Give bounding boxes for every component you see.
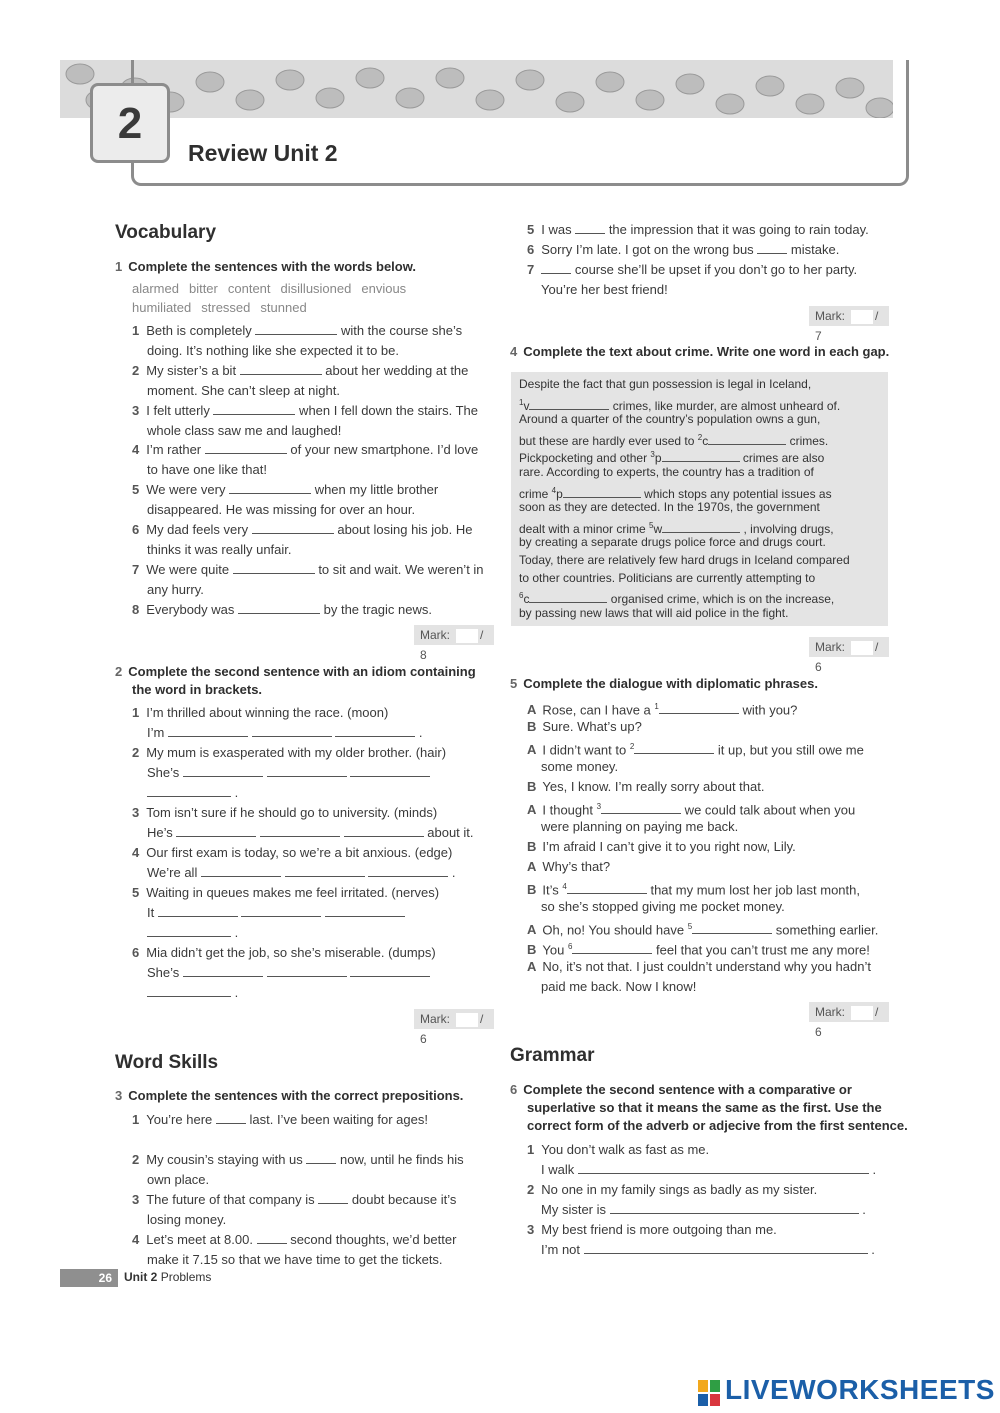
ex4-mark: Mark: / 6 xyxy=(809,637,889,657)
vocabulary-heading: Vocabulary xyxy=(115,222,217,243)
dialogue-text: were planning on paying me back. xyxy=(541,819,739,834)
ex3-item xyxy=(132,1110,428,1130)
crime-text-fragment: crimes, like murder, are almost unheard of. xyxy=(609,398,841,413)
ex6-item xyxy=(527,1140,709,1160)
answer-start: I’m xyxy=(147,725,168,740)
gap-first-letter: w xyxy=(653,521,663,536)
ex3-mark-box[interactable] xyxy=(851,310,873,324)
crime-text-line xyxy=(519,605,788,623)
ex3-answer-gap[interactable] xyxy=(216,1111,246,1124)
dialogue-text: Sure. What’s up? xyxy=(542,719,642,734)
crime-text-fragment: , involving drugs, xyxy=(740,521,834,536)
ex1-answer-gap[interactable] xyxy=(229,481,311,494)
item-text: about her wedding at the xyxy=(321,362,469,378)
answer-gap[interactable] xyxy=(252,724,332,737)
ex1-number: 1 xyxy=(115,259,123,274)
ex3-answer-gap[interactable] xyxy=(257,1231,287,1244)
answer-gap[interactable] xyxy=(183,964,263,977)
crime-text-line xyxy=(519,411,820,429)
item-number: 3 xyxy=(527,1222,535,1237)
answer-gap[interactable] xyxy=(183,764,263,777)
ex1-item-cont: any hurry. xyxy=(147,581,204,597)
answer-gap[interactable] xyxy=(368,864,448,877)
item-text: Beth is completely xyxy=(146,323,256,338)
crime-text-line xyxy=(519,376,811,394)
answer-gap[interactable] xyxy=(176,824,256,837)
ex1-item xyxy=(132,600,432,620)
ex4-answer-gap[interactable] xyxy=(662,449,740,462)
ex2-item xyxy=(132,943,436,963)
crime-text-line xyxy=(519,499,820,517)
speaker-label: B xyxy=(527,942,537,958)
ex6-answer-gap[interactable] xyxy=(584,1241,868,1254)
item-number: 1 xyxy=(132,323,140,338)
liveworksheets-logo-icon xyxy=(698,1378,722,1408)
unit-number-badge: 2 xyxy=(90,83,170,163)
ex3-mark: Mark: / 7 xyxy=(809,306,889,326)
word-bank-row-1: alarmed bitter content disillusioned envious xyxy=(132,281,407,296)
item-number: 2 xyxy=(132,745,140,760)
answer-end: . xyxy=(858,1202,866,1217)
answer-end: about it. xyxy=(423,825,474,840)
item-number: 7 xyxy=(527,262,535,277)
dialogue-text: Why’s that? xyxy=(542,859,611,874)
item-text: when my little brother xyxy=(311,482,439,498)
item-text: My dad feels very xyxy=(146,522,252,537)
item-number: 5 xyxy=(132,885,140,900)
item-number: 6 xyxy=(132,522,140,537)
page-title: Review Unit 2 xyxy=(188,140,338,166)
dialogue-text: You xyxy=(542,942,568,958)
item-text: We were very xyxy=(146,482,230,498)
ex1-answer-gap[interactable] xyxy=(205,441,287,454)
speaker-label: A xyxy=(527,802,537,818)
dialogue-line xyxy=(541,817,738,837)
answer-gap[interactable] xyxy=(241,904,321,917)
ex4-answer-gap[interactable] xyxy=(529,590,607,603)
answer-start: I walk xyxy=(541,1162,578,1177)
item-text: We were quite xyxy=(146,561,233,577)
ex2-answer-line xyxy=(147,763,430,783)
item-number: 5 xyxy=(527,222,535,237)
item-text: now, until he finds his xyxy=(336,1152,464,1167)
ex3-item-cont: losing money. xyxy=(147,1212,227,1227)
answer-gap[interactable] xyxy=(158,904,238,917)
ex4-answer-gap[interactable] xyxy=(563,485,641,498)
ex3-item xyxy=(527,260,857,280)
gap-number: 4 xyxy=(562,882,567,891)
item-text: to sit and wait. We weren’t in xyxy=(314,561,484,577)
dialogue-text: that my mum lost her job last month, xyxy=(646,882,860,898)
speaker-label: B xyxy=(527,882,537,898)
item-number: 1 xyxy=(527,1142,535,1157)
dialogue-text: I’m afraid I can’t give it to you right now, Lily. xyxy=(542,839,796,854)
ex1-item-cont: disappeared. He was missing for over an hour. xyxy=(147,502,416,518)
answer-gap[interactable] xyxy=(325,904,405,917)
answer-gap[interactable] xyxy=(267,764,347,777)
word-bank-row-2: humiliated stressed stunned xyxy=(132,300,307,315)
ex6-answer-gap[interactable] xyxy=(578,1161,869,1174)
item-text: doubt because it’s xyxy=(348,1192,457,1207)
item-number: 3 xyxy=(132,1192,140,1207)
item-text: about losing his job. He xyxy=(333,522,473,537)
item-text: My cousin’s staying with us xyxy=(146,1152,307,1167)
item-text: when I fell down the stairs. The xyxy=(295,402,479,418)
item-number: 1 xyxy=(132,1112,140,1127)
answer-start: My sister is xyxy=(541,1202,610,1217)
ex1-answer-gap[interactable] xyxy=(213,402,295,415)
answer-end: . xyxy=(415,725,423,740)
answer-end: . xyxy=(231,925,239,940)
answer-start: I’m not xyxy=(541,1242,584,1257)
item-number: 2 xyxy=(527,1182,535,1197)
ex2-item xyxy=(132,743,446,763)
dialogue-text: something earlier. xyxy=(772,922,879,938)
gap-number: 2 xyxy=(697,432,703,442)
ex3-item-cont: own place. xyxy=(147,1172,210,1187)
ex5-mark: Mark: / 6 xyxy=(809,1002,889,1022)
footer-unit: Unit 2 Problems xyxy=(124,1270,212,1284)
item-text: Sorry I’m late. I got on the wrong bus xyxy=(541,242,758,257)
answer-gap[interactable] xyxy=(335,724,415,737)
dialogue-line xyxy=(541,757,618,777)
ex6-instruction: 6 Complete the second sentence with a comparative or xyxy=(510,1082,852,1097)
ex6-answer-line xyxy=(541,1240,875,1260)
dialogue-line xyxy=(527,837,796,857)
dialogue-text: I thought xyxy=(542,802,597,818)
ex5-mark-box[interactable] xyxy=(851,1006,873,1020)
answer-end: . xyxy=(231,985,239,1000)
answer-end: . xyxy=(448,865,456,880)
ex1-mark: Mark: / 8 xyxy=(414,625,494,645)
ex6-instruction-cont-1: superlative so that it means the same as the first. Use the xyxy=(527,1100,882,1115)
answer-start: He’s xyxy=(147,825,177,840)
answer-gap[interactable] xyxy=(267,964,347,977)
item-text: course she’ll be upset if you don’t go to her party. xyxy=(571,262,858,277)
item-number: 4 xyxy=(132,1232,140,1247)
crime-text-fragment: by creating a separate drugs police force and drugs court. xyxy=(519,535,826,550)
gap-first-letter: c xyxy=(523,592,530,607)
item-text: Mia didn’t get the job, so she’s miserable. (dumps) xyxy=(146,945,436,960)
dialogue-line xyxy=(527,717,642,737)
item-text: You don’t walk as fast as me. xyxy=(541,1142,710,1157)
page-number: 26 xyxy=(60,1269,118,1287)
ex3-answer-gap[interactable] xyxy=(757,241,787,254)
ex5-answer-gap[interactable] xyxy=(634,741,714,754)
ex6-instruction-cont-2: correct form of the adverb or adjecive from the first sentence. xyxy=(527,1118,908,1133)
ex3-item-cont: You’re her best friend! xyxy=(541,282,668,297)
dialogue-line xyxy=(541,977,696,997)
item-text: mistake. xyxy=(787,242,840,257)
ex1-item xyxy=(132,401,478,421)
ex5-answer-gap[interactable] xyxy=(572,941,652,954)
ex6-item xyxy=(527,1180,817,1200)
gap-number: 3 xyxy=(650,450,655,460)
item-text: My sister’s a bit xyxy=(146,362,240,378)
answer-gap[interactable] xyxy=(147,784,231,797)
ex1-answer-gap[interactable] xyxy=(233,561,315,574)
crime-text-fragment: by passing new laws that will aid police in the fight. xyxy=(519,605,789,620)
item-text: Our first exam is today, so we’re a bit anxious. (edge) xyxy=(146,845,453,860)
item-text: I was xyxy=(541,222,576,237)
item-number: 5 xyxy=(132,482,140,498)
ex2-answer-line xyxy=(147,723,422,743)
crime-text-fragment: soon as they are detected. In the 1970s, the government xyxy=(519,500,820,515)
item-number: 6 xyxy=(527,242,535,257)
ex1-answer-gap[interactable] xyxy=(238,601,320,614)
ex5-answer-gap[interactable] xyxy=(567,881,647,894)
ex3-item xyxy=(132,1190,456,1210)
item-number: 6 xyxy=(132,945,140,960)
ex2-answer-line-cont xyxy=(147,923,238,943)
ex2-instruction-cont: the word in brackets. xyxy=(132,682,263,697)
dialogue-text: No, it’s not that. I just couldn’t understand why you hadn’t xyxy=(542,959,871,974)
ex2-item xyxy=(132,843,452,863)
item-number: 4 xyxy=(132,845,140,860)
gap-number: 2 xyxy=(629,742,635,751)
ex2-answer-line xyxy=(147,903,405,923)
ex6-answer-gap[interactable] xyxy=(610,1201,859,1214)
speaker-label: A xyxy=(527,859,537,874)
item-text: with the course she’s xyxy=(337,323,463,338)
answer-start: She’s xyxy=(147,965,183,980)
answer-end: . xyxy=(867,1242,875,1257)
item-text: The future of that company is xyxy=(146,1192,319,1207)
ex5-instruction: 5 Complete the dialogue with diplomatic phrases. xyxy=(510,676,818,691)
ex3-answer-gap[interactable] xyxy=(306,1151,336,1164)
item-text: the impression that it was going to rain today. xyxy=(605,222,869,237)
ex5-answer-gap[interactable] xyxy=(659,701,739,714)
ex1-answer-gap[interactable] xyxy=(240,362,322,375)
answer-gap[interactable] xyxy=(168,724,248,737)
dialogue-line xyxy=(527,777,764,797)
item-text: last. I’ve been waiting for ages! xyxy=(245,1112,428,1127)
gap-number: 4 xyxy=(551,485,557,495)
ex3-answer-gap[interactable] xyxy=(575,221,605,234)
answer-gap[interactable] xyxy=(350,964,430,977)
liveworksheets-watermark: LIVEWORKSHEETS xyxy=(725,1374,995,1405)
ex1-answer-gap[interactable] xyxy=(252,521,334,534)
item-number: 2 xyxy=(132,1152,140,1167)
item-text: My mum is exasperated with my older brother. (hair) xyxy=(146,745,447,760)
dialogue-text: paid me back. Now I know! xyxy=(541,979,697,994)
item-text: second thoughts, we’d better xyxy=(286,1232,457,1247)
ex1-item-cont: whole class saw me and laughed! xyxy=(147,422,342,438)
crime-text-fragment: Despite the fact that gun possession is legal in Iceland, xyxy=(519,377,812,391)
ex3-item xyxy=(132,1230,456,1250)
ex1-item xyxy=(132,321,462,341)
speaker-label: B xyxy=(527,719,537,734)
crime-text-line xyxy=(519,534,826,552)
answer-gap[interactable] xyxy=(344,824,424,837)
ex1-item xyxy=(132,480,438,500)
item-text: My best friend is more outgoing than me. xyxy=(541,1222,777,1237)
ex3-answer-gap[interactable] xyxy=(318,1191,348,1204)
gap-number: 5 xyxy=(687,922,693,931)
ex1-item-cont: thinks it was really unfair. xyxy=(147,542,292,557)
dialogue-text: so she’s stopped giving me pocket money. xyxy=(541,899,785,914)
dialogue-text: It’s xyxy=(542,882,563,898)
ex2-answer-line xyxy=(147,963,430,983)
grammar-heading: Grammar xyxy=(510,1045,595,1066)
ex3-item-cont: make it 7.15 so that we have time to get the tickets. xyxy=(147,1252,443,1267)
gap-number: 1 xyxy=(519,397,524,407)
ex1-item-cont: moment. She can’t sleep at night. xyxy=(147,382,340,398)
item-number: 8 xyxy=(132,601,140,617)
ex2-answer-line xyxy=(147,863,455,883)
ex1-mark-box[interactable] xyxy=(456,629,478,643)
crime-text-fragment: but these are hardly ever used to xyxy=(519,433,698,448)
ex6-item xyxy=(527,1220,777,1240)
item-number: 1 xyxy=(132,705,140,720)
speaker-label: A xyxy=(527,959,537,974)
speaker-label: A xyxy=(527,742,537,758)
gap-number: 6 xyxy=(519,591,524,601)
dialogue-text: it up, but you still owe me xyxy=(714,742,864,758)
ex1-item-cont: doing. It’s nothing like she expected it to be. xyxy=(147,343,399,358)
item-text: I felt utterly xyxy=(146,402,214,418)
item-text: No one in my family sings as badly as my sister. xyxy=(541,1182,818,1197)
ex2-answer-line-cont xyxy=(147,983,238,1003)
ex6-answer-line xyxy=(541,1200,866,1220)
ex3-answer-gap[interactable] xyxy=(541,261,571,274)
item-text: Everybody was xyxy=(146,601,238,617)
dialogue-text: with you? xyxy=(738,702,798,718)
ex4-answer-gap[interactable] xyxy=(529,397,609,410)
item-text: I’m rather xyxy=(146,442,205,458)
item-text: by the tragic news. xyxy=(320,601,432,617)
ex1-instruction: 1 Complete the sentences with the words below. xyxy=(115,259,416,274)
dialogue-text: Oh, no! You should have xyxy=(542,922,688,938)
answer-gap[interactable] xyxy=(285,864,365,877)
dialogue-line xyxy=(527,857,610,877)
ex2-instruction: 2 Complete the second sentence with an idiom containing xyxy=(115,664,476,679)
speaker-label: A xyxy=(527,922,537,938)
ex2-answer-line-cont xyxy=(147,783,238,803)
ex2-mark: Mark: / 6 xyxy=(414,1009,494,1029)
answer-start: She’s xyxy=(147,765,183,780)
item-text: of your new smartphone. I’d love xyxy=(286,442,479,458)
gap-number: 5 xyxy=(649,520,654,530)
ex3-instruction: 3 Complete the sentences with the correct prepositions. xyxy=(115,1088,464,1103)
dialogue-text: I didn’t want to xyxy=(542,742,630,758)
ex3-item xyxy=(132,1150,464,1170)
ex2-item xyxy=(132,883,439,903)
word-skills-heading: Word Skills xyxy=(115,1052,219,1073)
header-frame xyxy=(131,60,909,186)
ex3-item xyxy=(527,220,869,240)
item-number: 7 xyxy=(132,561,140,577)
ex6-answer-line xyxy=(541,1160,876,1180)
ex1-item xyxy=(132,361,468,381)
speaker-label: A xyxy=(527,702,537,718)
answer-gap[interactable] xyxy=(350,764,430,777)
gap-number: 3 xyxy=(596,802,602,811)
item-text: Tom isn’t sure if he should go to university. (minds) xyxy=(146,805,438,820)
gap-first-letter: p xyxy=(556,486,563,501)
crime-text-line xyxy=(519,464,814,482)
ex2-item xyxy=(132,803,437,823)
item-text: I’m thrilled about winning the race. (moon) xyxy=(146,705,389,720)
dialogue-line xyxy=(541,897,785,917)
crime-text-fragment: which stops any potential issues as xyxy=(640,486,832,501)
speaker-label: B xyxy=(527,779,537,794)
ex4-instruction: 4 Complete the text about crime. Write one word in each gap. xyxy=(510,344,890,359)
crime-text-fragment: crime xyxy=(519,486,552,501)
crime-text-line xyxy=(519,552,850,570)
crime-text-fragment: Around a quarter of the country’s population owns a gun, xyxy=(519,412,821,427)
dialogue-text: some money. xyxy=(541,759,619,774)
ex2-mark-box[interactable] xyxy=(456,1013,478,1027)
answer-gap[interactable] xyxy=(147,984,231,997)
ex1-item-cont: to have one like that! xyxy=(147,462,267,478)
answer-gap[interactable] xyxy=(201,864,281,877)
gap-number: 1 xyxy=(654,702,659,711)
ex2-answer-line xyxy=(147,823,474,843)
crime-text-fragment: rare. According to experts, the country has a tradition of xyxy=(519,465,814,479)
dialogue-text: Rose, can I have a xyxy=(542,702,655,718)
gap-first-letter: v xyxy=(523,398,530,413)
ex4-answer-gap[interactable] xyxy=(708,432,786,445)
ex4-mark-box[interactable] xyxy=(851,641,873,655)
answer-end: . xyxy=(868,1162,877,1177)
gap-first-letter: p xyxy=(654,451,662,466)
answer-start: We’re all xyxy=(147,865,201,880)
answer-start: It xyxy=(147,905,158,920)
ex5-answer-gap[interactable] xyxy=(601,801,681,814)
crime-text-fragment: crimes are also xyxy=(739,451,825,466)
dialogue-text: Yes, I know. I’m really sorry about that. xyxy=(542,779,765,794)
speaker-label: B xyxy=(527,839,537,854)
gap-number: 6 xyxy=(567,942,573,951)
ex1-answer-gap[interactable] xyxy=(255,322,337,335)
ex3-item xyxy=(527,240,839,260)
gap-first-letter: c xyxy=(702,433,709,448)
ex1-item xyxy=(132,440,478,460)
crime-text-line xyxy=(519,570,815,588)
dialogue-text: we could talk about when you xyxy=(681,802,856,818)
ex4-answer-gap[interactable] xyxy=(662,520,740,533)
crime-text-fragment: dealt with a minor crime xyxy=(519,521,650,536)
ex1-item xyxy=(132,520,473,540)
item-number: 3 xyxy=(132,805,140,820)
crime-text-fragment: Pickpocketing and other xyxy=(519,451,651,466)
crime-text-fragment: Today, there are relatively few hard drugs in Iceland compared xyxy=(519,553,850,567)
dialogue-line xyxy=(527,957,871,977)
item-number: 3 xyxy=(132,402,140,418)
ex2-item xyxy=(132,703,388,723)
answer-end: . xyxy=(231,785,239,800)
ex5-answer-gap[interactable] xyxy=(692,921,772,934)
item-text: Let’s meet at 8.00. xyxy=(146,1232,257,1247)
item-text: You’re here xyxy=(146,1112,216,1127)
item-number: 4 xyxy=(132,442,140,458)
item-text: Waiting in queues makes me feel irritated. (nerves) xyxy=(146,885,440,900)
crime-text-fragment: crimes. xyxy=(786,433,829,448)
crime-text-fragment: organised crime, which is on the increase, xyxy=(607,592,835,607)
crime-text-fragment: to other countries. Politicians are currently attempting to xyxy=(519,570,816,585)
answer-gap[interactable] xyxy=(260,824,340,837)
ex1-item xyxy=(132,560,484,580)
item-number: 2 xyxy=(132,362,140,378)
dialogue-text: feel that you can’t trust me any more! xyxy=(652,942,870,958)
answer-gap[interactable] xyxy=(147,924,231,937)
